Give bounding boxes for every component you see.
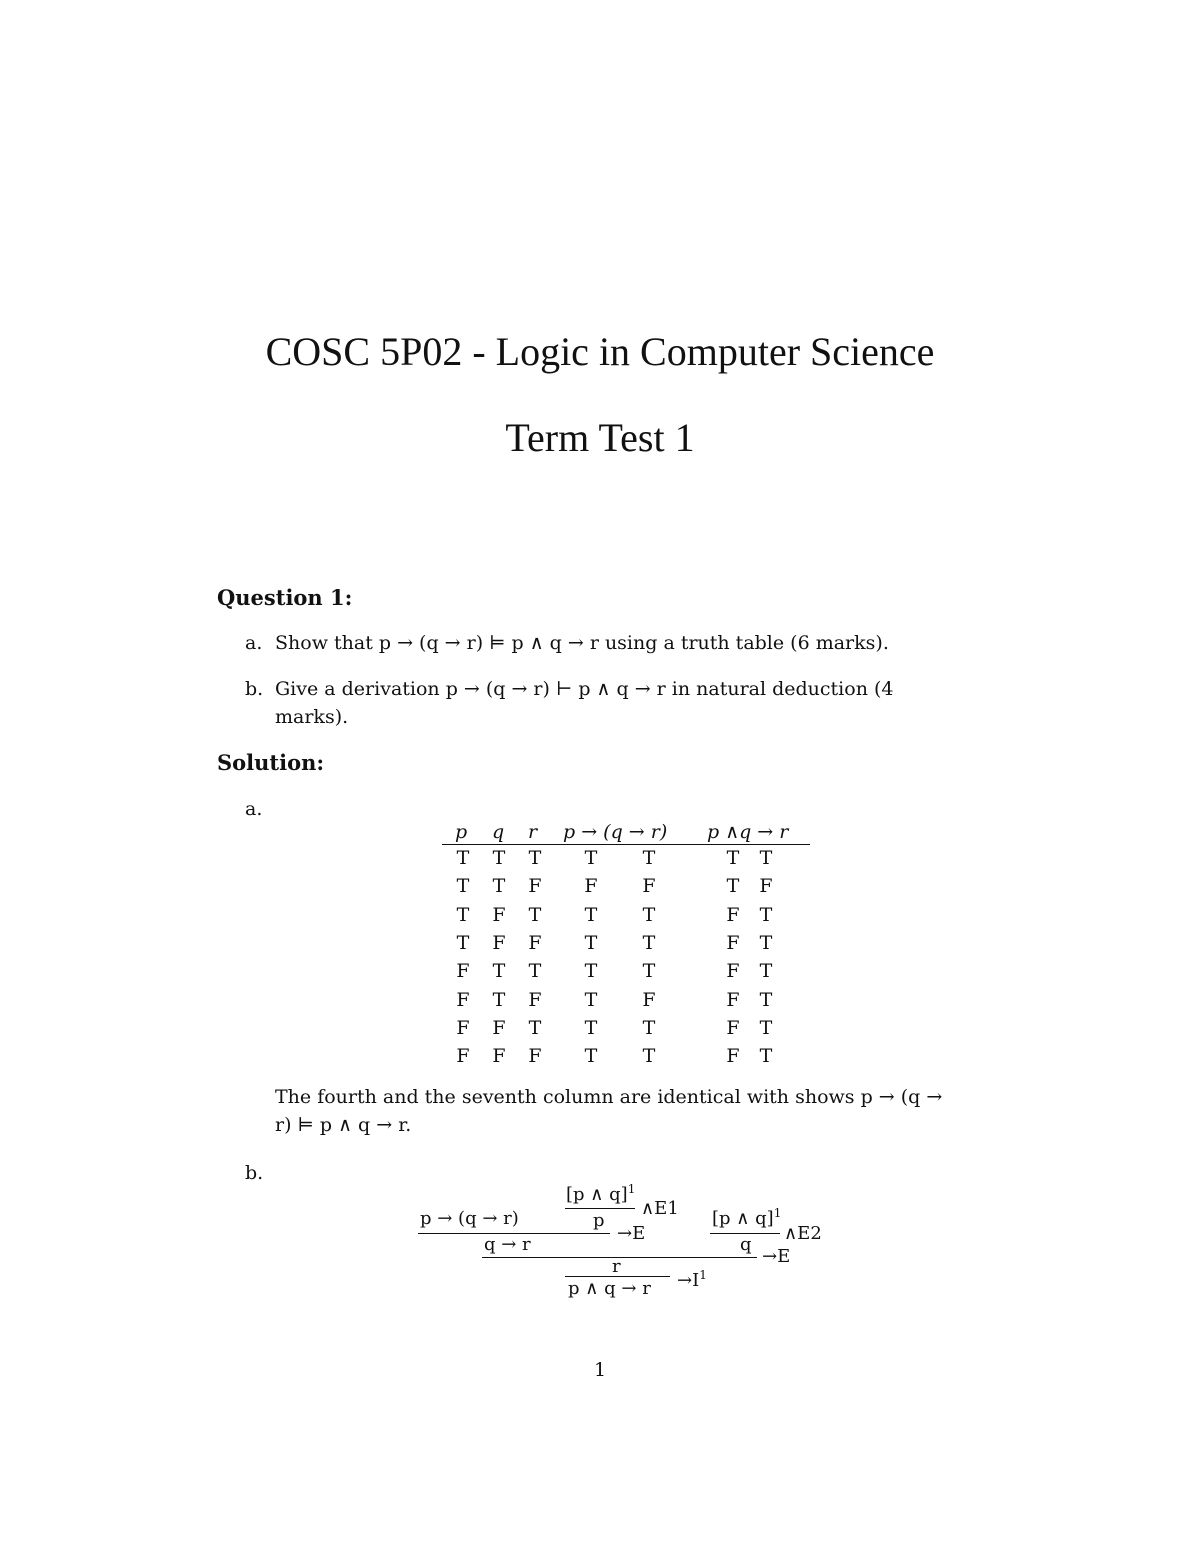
proof-label-and-e2: ∧E2: [784, 1223, 822, 1244]
tt-cell: F: [456, 1016, 470, 1039]
tt-cell: T: [759, 931, 773, 954]
tt-cell: F: [528, 875, 542, 898]
document-title: COSC 5P02 - Logic in Computer Science: [265, 329, 935, 374]
tt-cell: T: [759, 960, 773, 983]
proof-label-and-e1: ∧E1: [641, 1198, 679, 1219]
tt-cell: T: [584, 960, 598, 983]
question-item-a-marker: a.: [245, 632, 263, 654]
tt-cell: T: [642, 931, 656, 954]
question-heading: Question 1:: [217, 585, 353, 610]
tt-cell: T: [456, 931, 470, 954]
tt-cell: T: [584, 903, 598, 926]
tt-cell: T: [492, 988, 506, 1011]
tt-cell: F: [642, 875, 656, 898]
proof-label-arrow-e1: →E: [617, 1223, 646, 1244]
proof-hypothesis-1: [p ∧ q]$^1$: [566, 1182, 636, 1205]
conclusion-line2: r) ⊨ p ∧ q → r.: [275, 1114, 412, 1136]
tt-cell: T: [456, 847, 470, 869]
tt-header-r: r: [528, 821, 538, 843]
question-item-b-text-line1: Give a derivation p → (q → r) ⊢ p ∧ q → r in natural deduction (4: [275, 678, 894, 700]
tt-cell: T: [584, 1045, 598, 1068]
tt-cell: F: [726, 1045, 740, 1068]
tt-cell: T: [584, 931, 598, 954]
proof-hypothesis-2: [p ∧ q]$^1$: [712, 1206, 782, 1229]
proof-step-q-implies-r: q → r: [484, 1234, 531, 1255]
tt-cell: F: [492, 1016, 506, 1039]
tt-cell: T: [642, 960, 656, 983]
tt-cell: F: [492, 903, 506, 926]
page-number: 1: [593, 1359, 607, 1381]
document-subtitle: Term Test 1: [505, 415, 695, 460]
tt-cell: T: [528, 903, 542, 926]
tt-cell: T: [759, 1045, 773, 1068]
tt-cell: F: [456, 960, 470, 983]
proof-premise: p → (q → r): [420, 1208, 519, 1229]
tt-cell: F: [492, 931, 506, 954]
tt-cell: T: [492, 875, 506, 898]
tt-header-conclusion: p ∧q → r: [707, 821, 789, 843]
proof-step-r: r: [612, 1256, 621, 1277]
tt-cell: F: [726, 1016, 740, 1039]
tt-cell: T: [584, 1016, 598, 1039]
proof-rule-and-e1: [565, 1208, 635, 1209]
proof-label-arrow-i: $\to I^1$: [677, 1268, 707, 1291]
tt-cell: T: [642, 1016, 656, 1039]
tt-cell: F: [642, 988, 656, 1011]
tt-cell: T: [456, 903, 470, 926]
tt-cell: T: [726, 847, 740, 869]
tt-cell: F: [726, 903, 740, 926]
tt-cell: F: [528, 1045, 542, 1068]
question-item-b-text-line2: marks).: [275, 706, 349, 728]
tt-cell: T: [528, 1016, 542, 1039]
tt-cell: F: [759, 875, 773, 898]
tt-cell: T: [492, 847, 506, 869]
tt-header-p: p: [455, 821, 468, 843]
tt-cell: T: [642, 1045, 656, 1068]
tt-cell: T: [759, 1016, 773, 1039]
tt-header-rule: [442, 844, 810, 845]
proof-step-q: q: [740, 1234, 752, 1255]
proof-conclusion: p ∧ q → r: [568, 1278, 651, 1299]
tt-cell: T: [642, 847, 656, 869]
tt-header-q: q: [492, 821, 505, 843]
tt-cell: T: [584, 847, 598, 869]
tt-cell: F: [726, 931, 740, 954]
tt-cell: F: [456, 988, 470, 1011]
tt-cell: T: [726, 875, 740, 898]
tt-cell: F: [492, 1045, 506, 1068]
tt-cell: T: [528, 847, 542, 869]
tt-cell: T: [759, 847, 773, 869]
solution-heading: Solution:: [217, 750, 325, 775]
tt-cell: T: [584, 988, 598, 1011]
question-item-b-marker: b.: [245, 678, 264, 700]
tt-cell: T: [492, 960, 506, 983]
tt-cell: T: [759, 988, 773, 1011]
conclusion-line1: The fourth and the seventh column are identical with shows p → (q →: [275, 1086, 943, 1108]
tt-cell: T: [642, 903, 656, 926]
solution-a-marker: a.: [245, 798, 263, 820]
proof-step-p: p: [593, 1210, 605, 1231]
proof-rule-arrow-i: [565, 1276, 670, 1277]
tt-cell: F: [528, 931, 542, 954]
tt-cell: T: [528, 960, 542, 983]
tt-header-premise: p → (q → r): [563, 821, 668, 843]
tt-cell: T: [456, 875, 470, 898]
tt-cell: F: [584, 875, 598, 898]
proof-label-arrow-e2: →E: [762, 1246, 791, 1267]
solution-b-marker: b.: [245, 1162, 264, 1184]
tt-cell: F: [528, 988, 542, 1011]
tt-cell: F: [726, 960, 740, 983]
tt-cell: T: [759, 903, 773, 926]
tt-cell: F: [726, 988, 740, 1011]
question-item-a-text: Show that p → (q → r) ⊨ p ∧ q → r using a truth table (6 marks).: [275, 632, 889, 654]
tt-cell: F: [456, 1045, 470, 1068]
